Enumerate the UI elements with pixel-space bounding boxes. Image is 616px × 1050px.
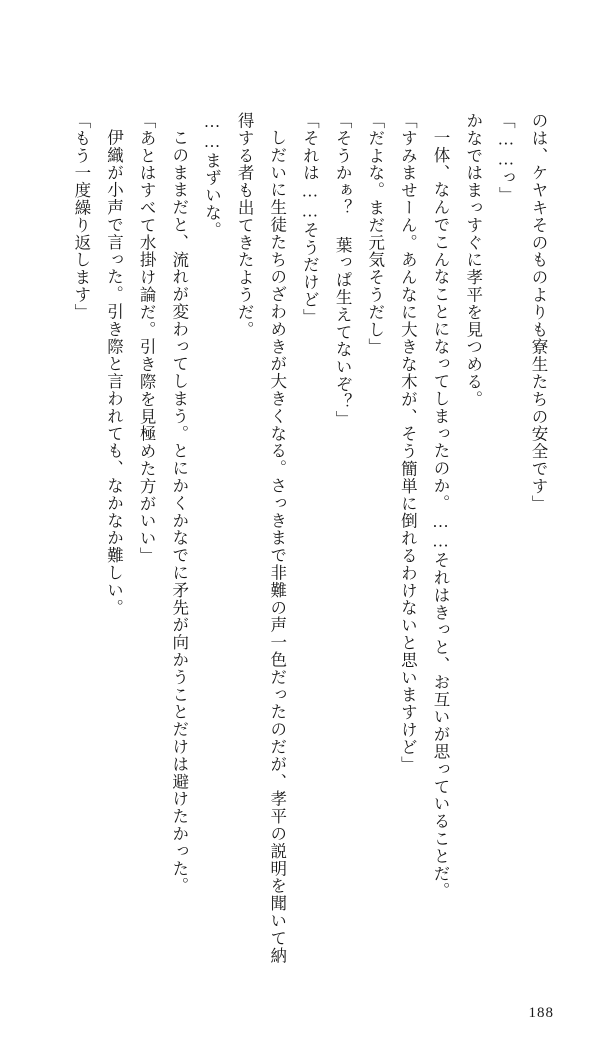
- text-line: 「そうかぁ？ 葉っぱ生えてないぞ？」: [333, 112, 353, 428]
- text-line: 一体、なんでこんなことになってしまったのか。……それはきっと、お互いが思っていることだ。: [431, 128, 451, 900]
- text-line: 「それは……そうだけど」: [300, 112, 320, 326]
- page-number: 188: [528, 1005, 554, 1021]
- text-line: 「もう一度繰り返します」: [71, 112, 91, 321]
- text-line: のは、ケヤキそのものよりも寮生たちの安全です」: [529, 112, 548, 513]
- text-line: 「あとはすべて水掛け論だ。引き際を見極めた方がいい」: [137, 112, 157, 565]
- text-line: ……まずいな。: [202, 112, 222, 239]
- text-line: かなではまっすぐに孝平を見つめる。: [463, 112, 483, 408]
- vertical-text-body: [54, 112, 554, 974]
- text-line: 「だよな。まだ元気そうだし」: [365, 112, 385, 356]
- text-line: 「……っ」: [496, 112, 516, 204]
- text-line: 伊織が小声で言った。引き際と言われても、なかなか難しい。: [104, 128, 124, 616]
- text-line: このままだと、流れが変わってしまう。とにかくかなでに矛先が向かうことだけは避けたかった。: [169, 128, 189, 895]
- text-line: しだいに生徒たちのざわめきが大きくなる。さっきまで非難の声一色だったのだが、孝平の説明を聞いて納得する者も出てきたようだ。: [235, 112, 287, 964]
- text-line: 「すみませーん。あんなに大きな木が、そう簡単に倒れるわけないと思いますけど」: [398, 112, 418, 774]
